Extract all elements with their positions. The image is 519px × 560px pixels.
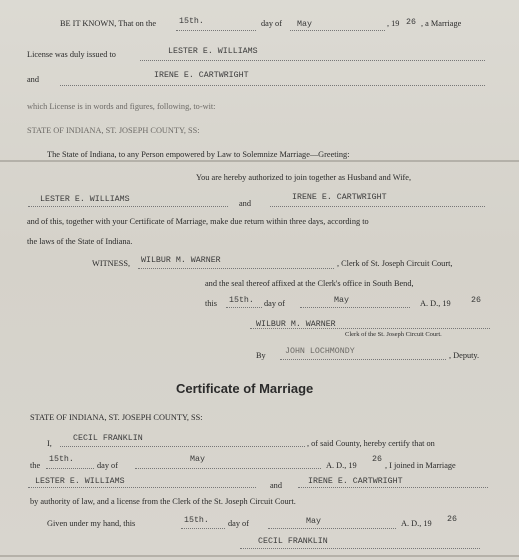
certificate-day-of: day of bbox=[97, 461, 118, 470]
certificate-title: Certificate of Marriage bbox=[176, 381, 314, 396]
license-date-ad: A. D., 19 bbox=[420, 299, 451, 308]
license-return-text-2: the laws of the State of Indiana. bbox=[27, 237, 133, 246]
deputy-suffix: , Deputy. bbox=[449, 351, 480, 360]
certificate-the: the bbox=[30, 461, 41, 470]
fill-rule bbox=[28, 206, 228, 207]
certificate-bride-name: IRENE E. CARTWRIGHT bbox=[308, 477, 403, 486]
license-date-month: May bbox=[334, 296, 349, 305]
license-greeting-text: The State of Indiana, to any Person empowered by Law to Solemnize Marriage—Greeting: bbox=[47, 150, 350, 159]
license-groom-name-2: LESTER E. WILLIAMS bbox=[40, 195, 130, 204]
license-issued-text: License was duly issued to bbox=[27, 50, 116, 59]
signature-rule bbox=[240, 548, 480, 549]
license-bride-name-2: IRENE E. CARTWRIGHT bbox=[292, 193, 387, 202]
fill-rule bbox=[138, 268, 334, 269]
clerk-signature: WILBUR M. WARNER bbox=[256, 320, 336, 329]
fill-rule bbox=[290, 30, 385, 31]
deputy-name: JOHN LOCHMONDY bbox=[285, 347, 355, 356]
certificate-given-ad: A. D., 19 bbox=[401, 519, 432, 528]
fill-rule bbox=[46, 468, 94, 469]
license-year-prefix: , 19 bbox=[387, 19, 400, 28]
signature-rule bbox=[250, 328, 490, 329]
fill-rule bbox=[140, 60, 485, 61]
certificate-ad: A. D., 19 bbox=[326, 461, 357, 470]
license-date-year: 26 bbox=[471, 296, 481, 305]
license-month: May bbox=[297, 20, 312, 29]
fill-rule bbox=[300, 307, 410, 308]
license-state-text: STATE OF INDIANA, ST. JOSEPH COUNTY, SS: bbox=[27, 126, 200, 135]
license-and-text: and bbox=[27, 75, 39, 84]
fill-rule bbox=[270, 206, 485, 207]
paper-fold-line bbox=[0, 160, 519, 162]
certificate-i: I, bbox=[47, 439, 52, 448]
license-groom-name: LESTER E. WILLIAMS bbox=[168, 47, 258, 56]
clerk-caption: Clerk of the St. Joseph Circuit Court. bbox=[345, 331, 442, 338]
license-year: 26 bbox=[406, 18, 416, 27]
deputy-by: By bbox=[256, 351, 266, 360]
fill-rule bbox=[226, 307, 262, 308]
fill-rule bbox=[280, 359, 446, 360]
officiant-name: CECIL FRANKLIN bbox=[73, 434, 143, 443]
license-date-this: this bbox=[205, 299, 217, 308]
fill-rule bbox=[268, 528, 396, 529]
certificate-state-text: STATE OF INDIANA, ST. JOSEPH COUNTY, SS: bbox=[30, 413, 203, 422]
certificate-given-year: 26 bbox=[447, 515, 457, 524]
license-date-day-of: day of bbox=[264, 299, 285, 308]
paper-fold-line bbox=[0, 555, 519, 557]
fill-rule bbox=[28, 487, 256, 488]
license-day: 15th. bbox=[179, 17, 204, 26]
witness-name: WILBUR M. WARNER bbox=[141, 256, 221, 265]
license-bride-name: IRENE E. CARTWRIGHT bbox=[154, 71, 249, 80]
witness-suffix: , Clerk of St. Joseph Circuit Court, bbox=[337, 259, 453, 268]
fill-rule bbox=[298, 487, 488, 488]
certificate-county-text: , of said County, hereby certify that on bbox=[307, 439, 435, 448]
fill-rule bbox=[135, 468, 321, 469]
certificate-and: and bbox=[270, 481, 282, 490]
fill-rule bbox=[176, 30, 256, 31]
certificate-given-day-of: day of bbox=[228, 519, 249, 528]
license-date-day: 15th. bbox=[229, 296, 254, 305]
license-intro-text: BE IT KNOWN, That on the bbox=[60, 19, 157, 28]
certificate-given-month: May bbox=[306, 517, 321, 526]
certificate-groom-name: LESTER E. WILLIAMS bbox=[35, 477, 125, 486]
certificate-given-day: 15th. bbox=[184, 516, 209, 525]
officiant-signature: CECIL FRANKLIN bbox=[258, 537, 328, 546]
license-day-of: day of bbox=[261, 19, 282, 28]
fill-rule bbox=[60, 85, 485, 86]
license-words-text: which License is in words and figures, following, to-wit: bbox=[27, 102, 216, 111]
license-return-text: and of this, together with your Certificate of Marriage, make due return within three days, according to bbox=[27, 217, 369, 226]
fill-rule bbox=[60, 446, 305, 447]
license-intro-suffix: , a Marriage bbox=[421, 19, 462, 28]
license-seal-text: and the seal thereof affixed at the Clerk's office in South Bend, bbox=[205, 279, 414, 288]
certificate-year: 26 bbox=[372, 455, 382, 464]
fill-rule bbox=[181, 528, 225, 529]
certificate-authority-text: by authority of law, and a license from the Clerk of the St. Joseph Circuit Court. bbox=[30, 497, 296, 506]
witness-label: WITNESS, bbox=[92, 259, 131, 268]
certificate-given-text: Given under my hand, this bbox=[47, 519, 136, 528]
certificate-day: 15th. bbox=[49, 455, 74, 464]
certificate-month: May bbox=[190, 455, 205, 464]
certificate-joined-text: , I joined in Marriage bbox=[385, 461, 456, 470]
license-and-text-2: and bbox=[239, 199, 251, 208]
license-authorized-text: You are hereby authorized to join together as Husband and Wife, bbox=[196, 173, 412, 182]
